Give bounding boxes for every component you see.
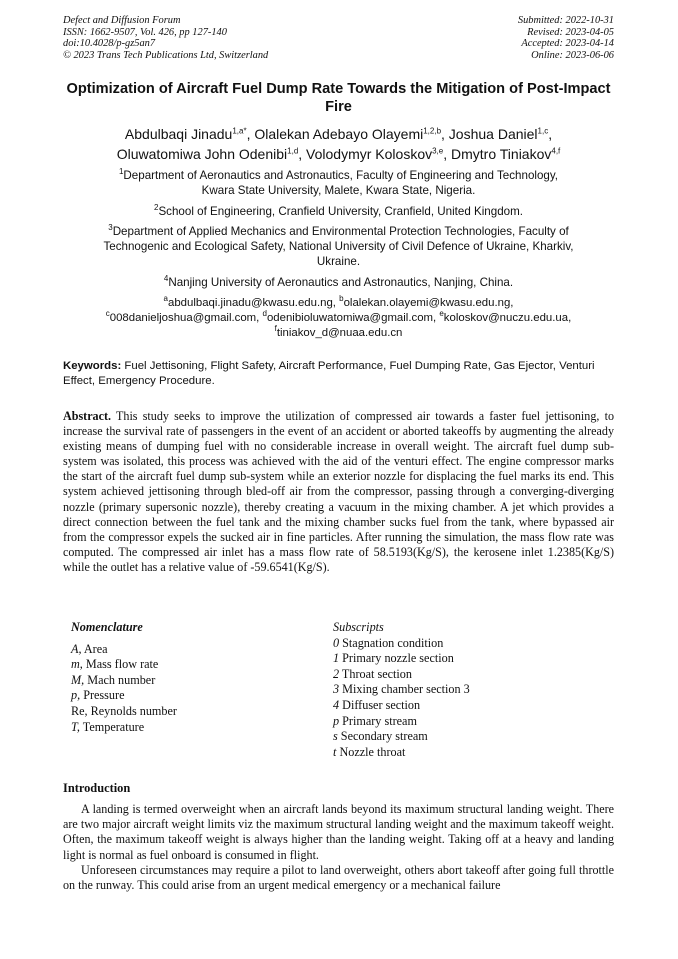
abstract-text: This study seeks to improve the utilization of compressed air towards a faster fuel jettisoning, to increase the survival rate of passengers in the event of an accident or aborted takeoffs by augmenting the already existing means of dumping fuel with no considerable increase in overall weight. The aircraft fuel dump sub-system was isolated, this process was achieved with the aid of the venturi effect. The engine compressor marks the start of the aircraft fuel dump sub-system while an exterior nozzle for displacing the fuel marks its end. This system achieved jettisoning through bled-off air from the compressor, passing through a converging-diverging nozzle (primary supersonic nozzle), thereby creating a vacuum in the mixing chamber. A jet which provides a direct connection between the fuel tank and the mixing chamber sucks fuel from the tank, where bypassed air from the compressor expels the sucked air in fine particles. After running the simulation, the mass flow rate was computed. The compressed air inlet has a mass flow rate of 58.5193(Kg/S), the kerosene inlet 1.2385(Kg/S) while the outlet has a relative value of -59.6541(Kg/S).	[63, 409, 614, 574]
nomenclature-item: A, Area	[71, 641, 108, 656]
subscript-item: p Primary stream	[333, 713, 417, 728]
subscript-item: 3 Mixing chamber section 3	[333, 682, 470, 697]
journal-header	[63, 15, 268, 61]
subscript-item: 2 Throat section	[333, 666, 412, 681]
email-list	[63, 296, 614, 341]
email-link[interactable]: $^b$olalekan.olayemi@kwasu.edu.ng,	[339, 294, 514, 309]
subscript-item: 0 Stagnation condition	[333, 635, 444, 650]
accepted-date: Accepted: 2023-04-14	[521, 38, 614, 50]
author: Volodymyr Koloskov$^{3,e}$,	[306, 146, 452, 162]
affiliation-1: $^1$Department of Aeronautics and Astronautics, Faculty of Engineering and Technology, Kwara State University, Malete, Kwara State, Nigeria.	[118, 167, 559, 197]
submitted-date: Submitted: 2022-10-31	[517, 15, 614, 26]
subscript-item: 4 Diffuser section	[333, 697, 421, 712]
author: Olalekan Adebayo Olayemi$^{1,2,b}$,	[254, 126, 449, 142]
author-list	[63, 124, 614, 164]
subscript-item: t Nozzle throat	[333, 744, 406, 759]
abstract	[63, 409, 614, 575]
copyright-line: © 2023 Trans Tech Publications Ltd, Switzerland	[63, 49, 269, 61]
issn-line: ISSN: 1662-9507, Vol. 426, pp 127-140	[63, 26, 227, 38]
email-link[interactable]: $^e$koloskov@nuczu.edu.ua,	[439, 309, 572, 324]
introduction-heading: Introduction	[63, 781, 131, 795]
subscripts-heading: Subscripts	[333, 620, 384, 634]
author: Oluwatomiwa John Odenibi$^{1,d}$,	[116, 146, 307, 162]
introduction-body	[63, 802, 614, 893]
nomenclature-item: T, Temperature	[71, 719, 145, 734]
paragraph: Unforeseen circumstances may require a pilot to land overweight, others abort takeoff after going full throttle on the runway. This could arise from an urgent medical emergency or a mechanical failure	[63, 862, 614, 893]
keywords	[63, 359, 614, 389]
nomenclature-item: m, Mass flow rate	[71, 657, 159, 672]
author: Abdulbaqi Jinadu$^{1,a*}$,	[124, 126, 255, 142]
affiliation-4: $^4$Nanjing University of Aeronautics and Astronautics, Nanjing, China.	[163, 274, 514, 289]
author: Joshua Daniel$^{1,c}$,	[448, 126, 553, 142]
subscript-item: 1 Primary nozzle section	[333, 651, 454, 666]
abstract-label: Abstract.	[63, 409, 112, 423]
subscripts	[333, 620, 470, 760]
online-date: Online: 2023-06-06	[531, 49, 614, 61]
paragraph: A landing is termed overweight when an aircraft lands beyond its maximum structural landing weight. There are two major aircraft weight limits viz the maximum structural landing weight and the maximum takeoff weight. Often, the maximum takeoff weight is always higher than the landing weight. Taking off at a heavy and landing light is normal as fuel onboard is consumed in flight.	[63, 802, 614, 862]
keywords-text: Fuel Jettisoning, Flight Safety, Aircraft Performance, Fuel Dumping Rate, Gas Ejector, Venturi Effect, Emergency Procedure.	[63, 360, 595, 387]
paper-title: Optimization of Aircraft Fuel Dump Rate Towards the Mitigation of Post-Impact Fire	[66, 81, 611, 115]
nomenclature-item: M, Mach number	[71, 672, 156, 687]
dates-header	[518, 15, 614, 61]
nomenclature-heading: Nomenclature	[71, 620, 143, 634]
affiliation-2: $^2$School of Engineering, Cranfield University, Cranfield, United Kingdom.	[154, 203, 523, 218]
revised-date: Revised: 2023-04-05	[527, 26, 614, 38]
nomenclature-item: Re, Reynolds number	[71, 703, 177, 718]
journal-name: Defect and Diffusion Forum	[63, 15, 181, 26]
nomenclature-item: p, Pressure	[71, 688, 125, 703]
email-link[interactable]: $^a$abdulbaqi.jinadu@kwasu.edu.ng,	[163, 294, 340, 309]
nomenclature	[71, 620, 177, 735]
doi-line[interactable]: doi:10.4028/p-gz5an7	[63, 38, 156, 50]
email-link[interactable]: $^d$odenibioluwatomiwa@gmail.com,	[262, 309, 440, 324]
keywords-label: Keywords:	[63, 360, 122, 372]
email-link[interactable]: $^c$008danieljoshua@gmail.com,	[105, 309, 263, 324]
affiliation-3: $^3$Department of Applied Mechanics and Environmental Protection Technologies, Faculty of Technogenic and Ecological Safety, National University of Civil Defence of Ukraine, Kharkiv, Ukraine.	[103, 223, 574, 268]
email-link[interactable]: $^f$tiniakov_d@nuaa.edu.cn	[274, 324, 403, 339]
author: Dmytro Tiniakov$^{4,f}$	[451, 146, 561, 162]
subscript-item: s Secondary stream	[333, 729, 428, 744]
